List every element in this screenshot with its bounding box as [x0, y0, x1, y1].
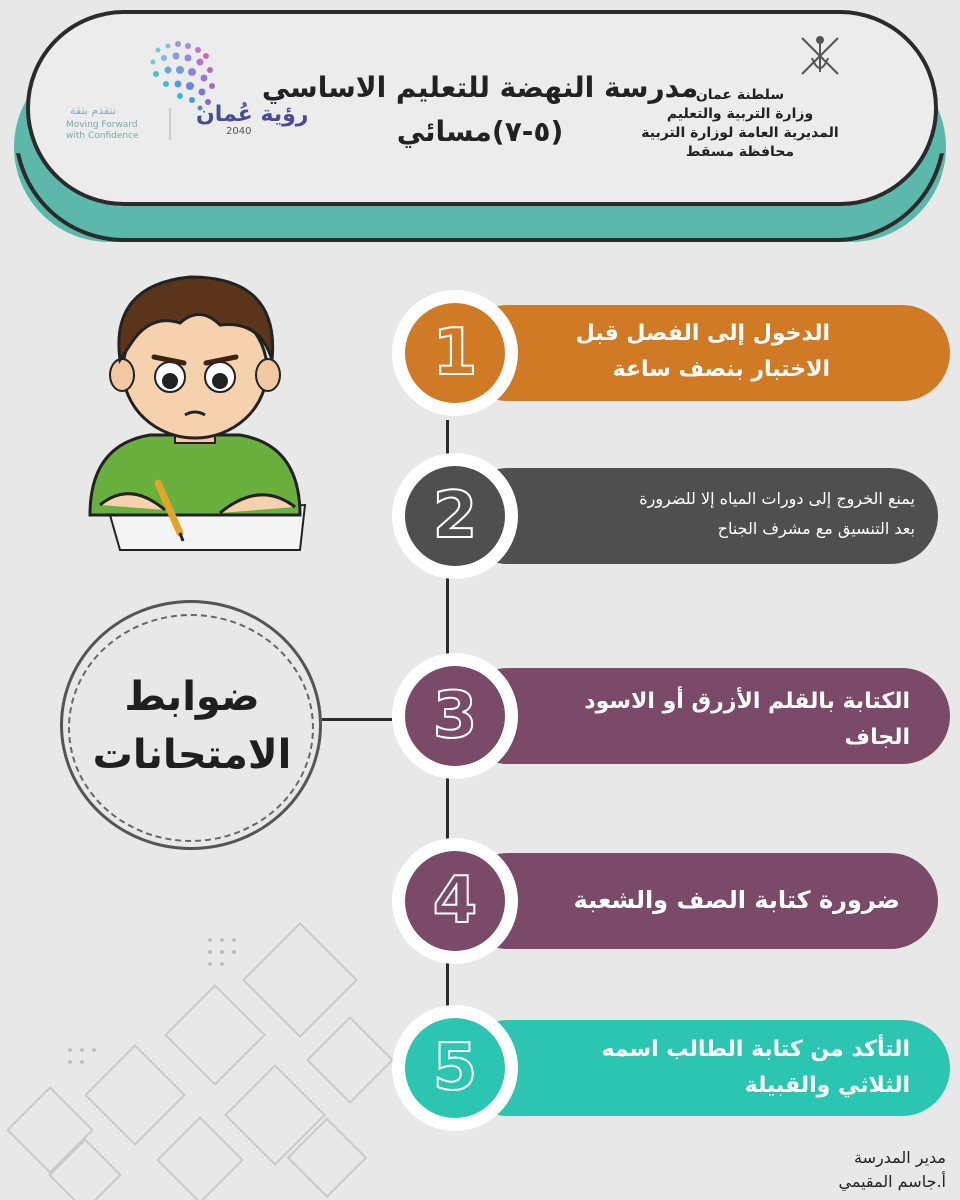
ministry-line2: وزارة التربية والتعليم — [666, 106, 814, 122]
principal-name: أ.جاسم المقيمي — [838, 1172, 946, 1191]
step-circle-inner-3 — [405, 666, 505, 766]
step-number-5: 5 — [432, 1031, 478, 1105]
ministry-line4: محافظة مسقط — [685, 144, 795, 160]
student-writing-illustration — [70, 265, 320, 555]
school-name-line2: (٥-٧)مسائي — [396, 115, 564, 148]
ministry-line1: سلطنة عمان — [695, 87, 785, 103]
step-number-1: 1 — [432, 316, 478, 390]
step-circle-2 — [392, 453, 518, 579]
step-number-4: 4 — [432, 864, 478, 938]
ministry-line3: المديرية العامة لوزارة التربية — [641, 125, 839, 141]
step-text-5 — [520, 1032, 910, 1104]
step-number-3: 3 — [432, 679, 478, 753]
main-title-line1: ضوابط — [124, 674, 260, 720]
step-5-line1: التأكد من كتابة الطالب اسمه — [601, 1037, 910, 1062]
ministry-info — [630, 86, 850, 162]
main-title — [70, 668, 314, 784]
school-name-line1: مدرسة النهضة للتعليم الاساسي — [261, 71, 699, 104]
vision-tagline-en: Moving Forward with Confidence — [66, 120, 139, 141]
vision-tagline-ar: نتقدم بثقة — [70, 104, 116, 117]
step-3-line1: الكتابة بالقلم الأزرق أو الاسود — [584, 689, 910, 714]
oman-emblem-icon — [792, 28, 848, 84]
principal-label: مدير المدرسة — [853, 1148, 946, 1167]
step-2-line1: يمنع الخروج إلى دورات المياه إلا للضرورة — [639, 489, 915, 508]
step-circle-5 — [392, 1005, 518, 1131]
step-2-line2: بعد التنسيق مع مشرف الجناح — [717, 519, 915, 538]
step-circle-1 — [392, 290, 518, 416]
step-circle-3 — [392, 653, 518, 779]
step-4-line1: ضرورة كتابة الصف والشعبة — [573, 886, 900, 914]
step-circle-inner-4 — [405, 851, 505, 951]
decorative-squares-pattern — [0, 900, 440, 1200]
title-connector-line — [322, 718, 392, 721]
step-circle-4 — [392, 838, 518, 964]
main-title-line2: الامتحانات — [92, 732, 292, 778]
step-1-line2: الاختبار بنصف ساعة — [612, 357, 830, 382]
step-number-2: 2 — [432, 479, 478, 553]
step-3-line2: الجاف — [844, 725, 910, 750]
step-text-1 — [520, 316, 830, 388]
step-text-3 — [520, 684, 910, 756]
vision-wordmark: رؤية عُمان — [196, 102, 309, 127]
step-text-4 — [510, 882, 900, 918]
step-circle-inner-1 — [405, 303, 505, 403]
step-circle-inner-5 — [405, 1018, 505, 1118]
vision-year: 2040 — [226, 126, 252, 137]
step-text-2 — [505, 484, 915, 544]
step-circle-inner-2 — [405, 466, 505, 566]
step-1-line1: الدخول إلى الفصل قبل — [575, 321, 830, 346]
step-5-line2: الثلاثي والقبيلة — [744, 1073, 910, 1098]
